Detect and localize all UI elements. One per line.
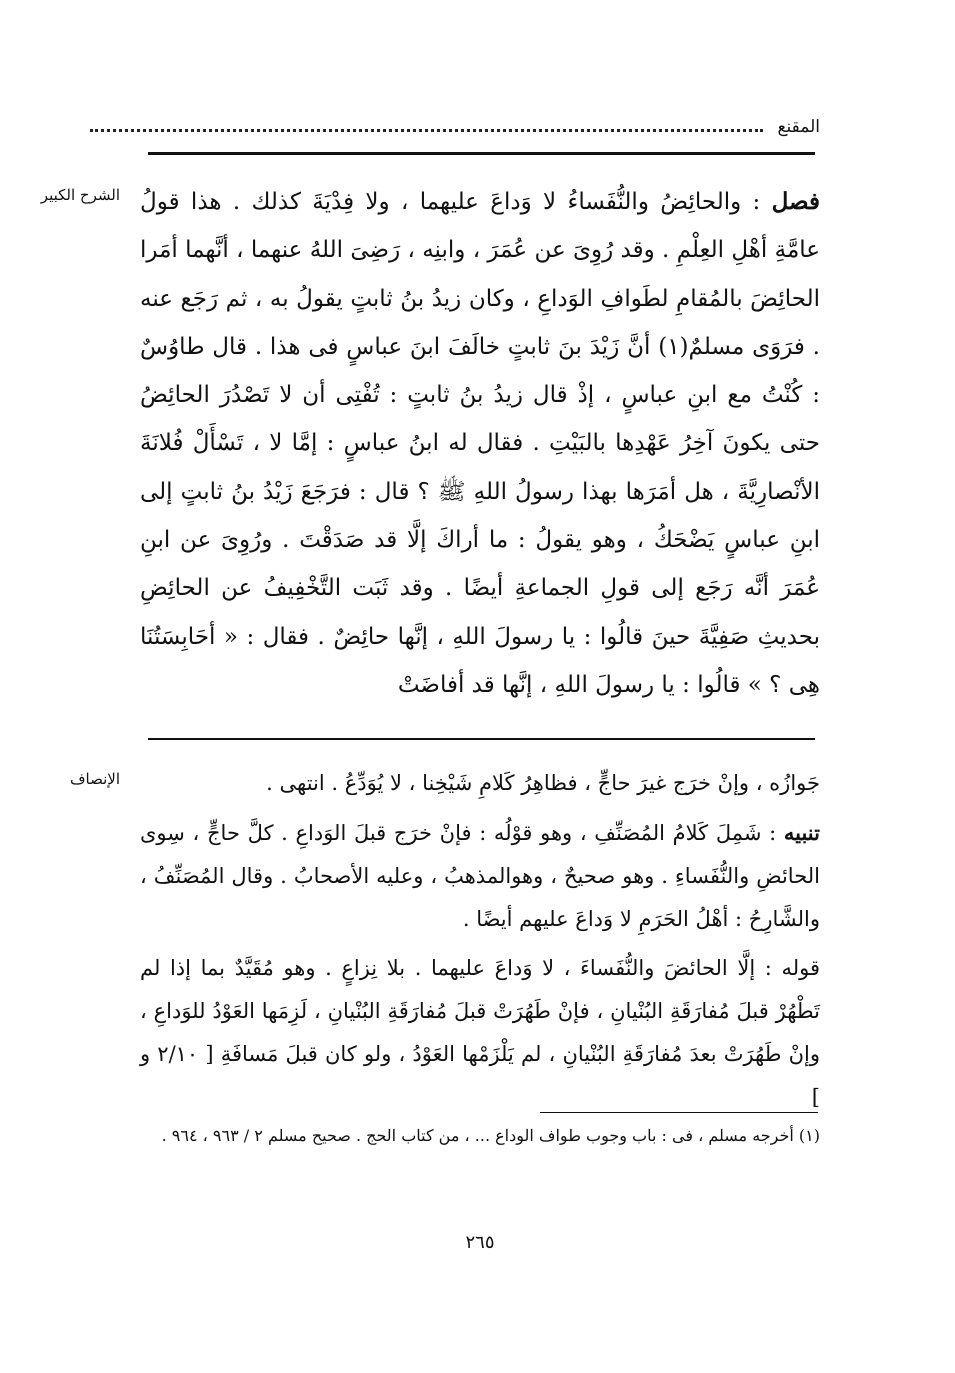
insaf-paragraph-2 bbox=[140, 811, 820, 941]
insaf-paragraph-1: جَوازُه ، وإنْ خرَج غيرَ حاجٍّ ، فظاهِرُ كَلامِ شَيْخِنا ، لا يُوَدِّعُ . انتهى . bbox=[266, 771, 820, 795]
sharh-kabir-text bbox=[140, 178, 820, 709]
header-rule bbox=[148, 152, 815, 155]
book-title: المقنع bbox=[777, 117, 820, 137]
insaf-paragraph-3: قوله : إلَّا الحائضَ والنُّفَساءَ ، لا وَداعَ عليهما . بلا نِزاعٍ . وهو مُقَيَّدٌ بما إذا لم تَطْهُرْ قبلَ مُفارَقَةِ البُنْيانِ ، فإنْ طَهُرَتْ قبلَ مُفارَقَةِ البُنْيانِ ، لَزِمَها العَوْدُ للوَداعِ ، وإنْ طَهُرَتْ بعدَ مُفارَقَةِ البُنْيانِ ، لم يَلْزَمْها العَوْدُ ، ولو كان قبلَ مَسافَةِ [ ٢/١٠ و ] bbox=[140, 956, 820, 1109]
tanbih-lead: تنبيه bbox=[783, 820, 820, 845]
header-dotted-leader bbox=[90, 129, 763, 132]
running-header bbox=[90, 112, 820, 142]
page-number: ٢٦٥ bbox=[465, 1232, 495, 1253]
sharh-kabir-label: الشرح الكبير bbox=[40, 186, 120, 204]
insaf-text bbox=[140, 762, 820, 1125]
insaf-paragraph-2-body: : شَمِلَ كَلامُ المُصَنِّفِ ، وهو قوْلُه : فإنْ خرَج قبلَ الوَداعِ . كلَّ حاجٍّ ، سِوى الحائضِ والنُّفَساءِ . وهو صحيحٌ ، وهوالمذهبُ ، وعليه الأصحابُ . وقال المُصَنِّفُ ، والشَّارِحُ : أهْلُ الحَرَمِ لا وَداعَ عليهم أيضًا . bbox=[140, 821, 820, 931]
sharh-kabir-body: : والحائِضُ والنُّفَساءُ لا وَداعَ عليهما ، ولا فِدْيَةَ كذلك . هذا قولُ عامَّةِ أهْلِ العِلْمِ . وقد رُوِىَ عن عُمَرَ ، وابنِه ، رَضِىَ اللهُ عنهما ، أنَّهما أمَرا الحائِضَ بالمُقامِ لطَوافِ الوَداعِ ، وكان زيدُ بنُ ثابتٍ يقولُ به ، ثم رَجَع عنه . فرَوَى مسلمٌ(١) أنَّ زَيْدَ بنَ ثابتٍ خالَفَ ابنَ عباسٍ فى هذا . قال طاوُسٌ : كُنْتُ مع ابنِ عباسٍ ، إذْ قال زيدُ بنُ ثابتٍ : تُفْتِى أن لا تَصْدُرَ الحائِضُ حتى يكونَ آخِرُ عَهْدِها بالبَيْتِ . فقال له ابنُ عباسٍ : إمَّا لا ، تَسْأَلْ فُلانَةَ الأنْصارِيَّةَ ، هل أمَرَها بهذا رسولُ اللهِ ﷺ ؟ قال : فرَجَعَ زَيْدُ بنُ ثابتٍ إلى ابنِ عباسٍ يَضْحَكُ ، وهو يقولُ : ما أراكَ إلَّا قد صَدَقْتَ . ورُوِىَ عن ابنِ عُمَرَ أنَّه رَجَع إلى قولِ الجماعةِ أيضًا . وقد ثَبَت التَّخْفِيفُ عن الحائِضِ بحديثِ صَفِيَّةَ حينَ قالُوا : يا رسولَ اللهِ ، إنَّها حائِضٌ . فقال : « أحَابِسَتُنَا هِى ؟ » قالُوا : يا رسولَ اللهِ ، إنَّها قد أفاضَتْ bbox=[139, 189, 820, 698]
footnote: (١) أخرجه مسلم ، فى : باب وجوب طواف الوداع ... ، من كتاب الحج . صحيح مسلم ٢ / ٩٦٣ ، ٩٦٤ . bbox=[161, 1126, 820, 1145]
section-divider bbox=[148, 738, 815, 740]
footnote-rule bbox=[540, 1112, 818, 1113]
insaf-label: الإنصاف bbox=[69, 770, 120, 788]
section-lead: فصل bbox=[771, 188, 820, 215]
